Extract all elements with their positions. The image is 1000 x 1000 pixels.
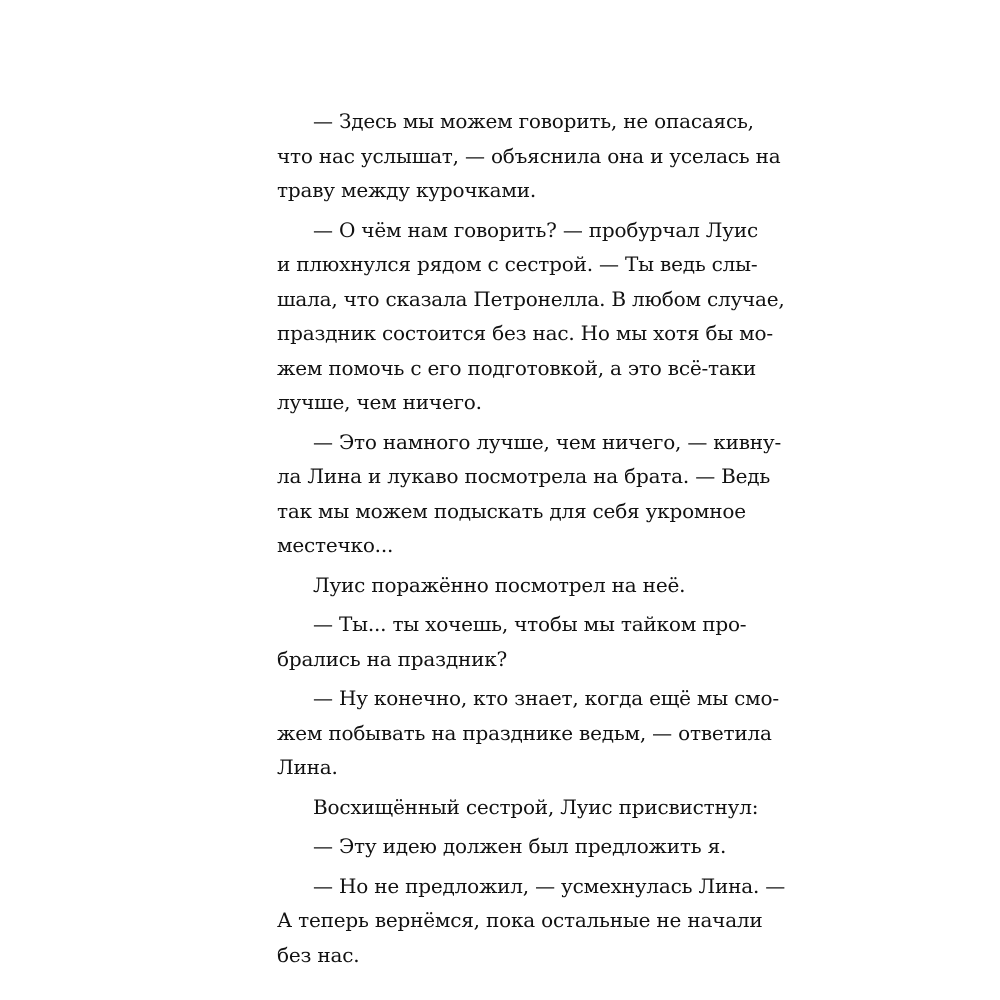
paragraph (277, 829, 728, 864)
book-page-text (277, 104, 786, 977)
paragraph (277, 607, 747, 676)
text-line: — Эту идею должен был предложить я. (313, 834, 727, 858)
text-line: местечко... (277, 533, 394, 557)
text-line: лучше, чем ничего. (277, 390, 482, 414)
text-line: траву между курочками. (277, 178, 537, 202)
text-line: А теперь вернёмся, пока остальные не начали (277, 908, 763, 932)
text-line: — Ты... ты хочешь, чтобы мы тайком про- (313, 612, 747, 636)
paragraph (277, 869, 786, 973)
text-line: — О чём нам говорить? — пробурчал Луис (313, 217, 758, 242)
text-line: — Ну конечно, кто знает, когда ещё мы смо- (313, 686, 779, 710)
text-line: так мы можем подыскать для себя укромное (277, 498, 746, 523)
text-line: жем побывать на празднике ведьм, — ответила (277, 720, 772, 745)
text-line: жем помочь с его подготовкой, а это всё-таки (277, 355, 757, 380)
paragraph (277, 568, 728, 603)
paragraph (277, 681, 779, 785)
text-line: Лина. (277, 755, 338, 779)
text-line: что нас услышат, — объяснила она и уселась на (277, 143, 781, 168)
paragraph (277, 790, 759, 825)
paragraph (277, 213, 785, 420)
text-line: Луис поражённо посмотрел на неё. (313, 572, 686, 597)
text-line: шала, что сказала Петронелла. В любом случае, (277, 286, 785, 311)
text-line: — Это намного лучше, чем ничего, — кивну- (313, 429, 782, 454)
text-line: Восхищённый сестрой, Луис присвистнул: (313, 794, 759, 819)
paragraph (277, 425, 782, 563)
text-line: — Но не предложил, — усмехнулась Лина. — (313, 873, 786, 898)
text-line: без нас. (277, 942, 360, 967)
text-line: ла Лина и лукаво посмотрела на брата. — Ведь (277, 464, 771, 488)
text-line: и плюхнулся рядом с сестрой. — Ты ведь слы- (277, 252, 758, 276)
paragraph (277, 104, 781, 208)
text-line: брались на праздник? (277, 646, 508, 671)
text-line: — Здесь мы можем говорить, не опасаясь, (313, 109, 754, 133)
text-line: праздник состоится без нас. Но мы хотя бы мо- (277, 321, 773, 345)
